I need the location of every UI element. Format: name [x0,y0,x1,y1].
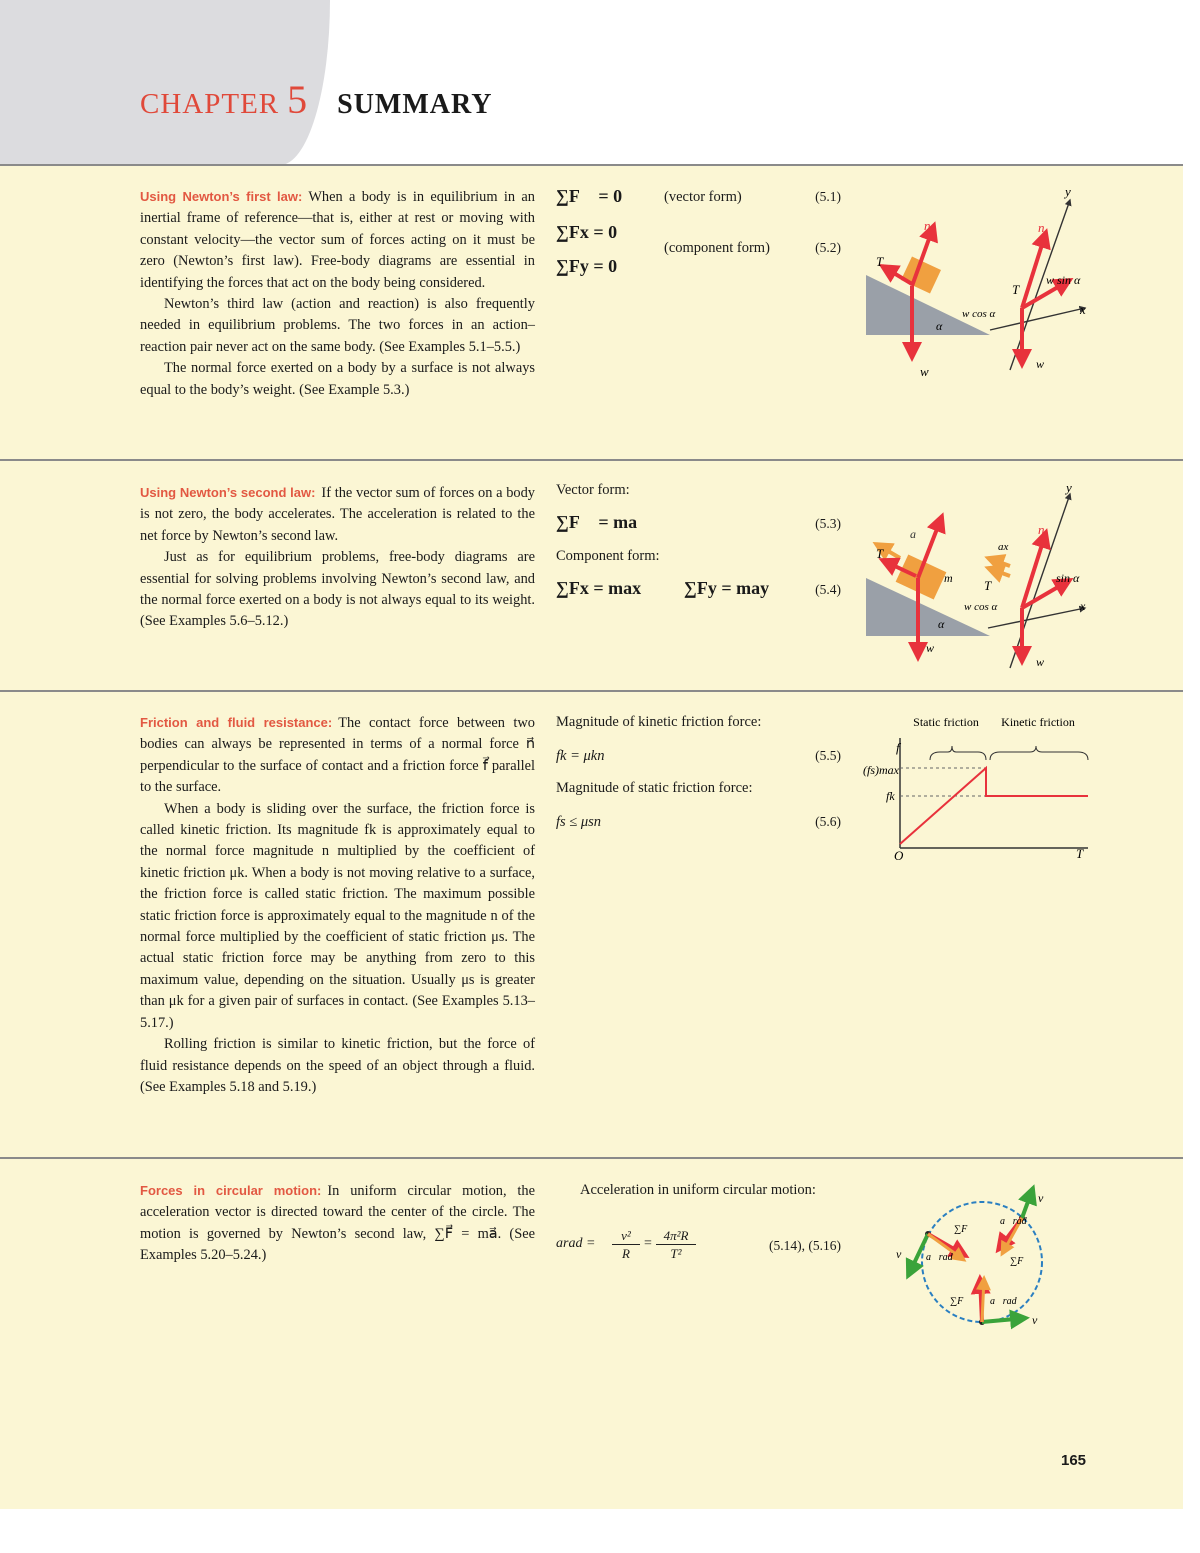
equation-vector: ∑F⃗ = 0 [556,186,623,206]
svg-text:α: α [936,319,943,333]
equation-number: (5.3) [815,516,841,531]
equation-number: (5.1) [815,189,841,204]
circular-motion-equations [556,1182,841,1282]
svg-text:w: w [926,641,935,655]
svg-text:Static friction: Static friction [913,715,979,729]
svg-text:(fs)max: (fs)max [863,763,899,777]
svg-text:v⃗: v⃗ [1038,1191,1053,1205]
equation-number: (5.14), (5.16) [769,1238,841,1253]
friction-graph [860,708,1100,868]
paragraph: Using Newton’s first law: When a body is in equilibrium in an inertial frame of reference—that is, either at rest or moving with constant velocity—the vector sum of forces acting on it must be zero (Newton’s first law). Free-body diagrams are essential in identifying the forces that act on the body being considered. [140,189,535,291]
equation-number: (5.6) [815,814,841,829]
acceleration-label: Acceleration in uniform circular motion: [580,1182,816,1198]
svg-text:sin α: sin α [1056,571,1080,585]
chapter-word: CHAPTER [140,88,280,120]
svg-text:w sin α: w sin α [1046,273,1081,287]
equation-note: (component form) [664,240,770,256]
svg-text:ax: ax [998,541,1009,553]
svg-text:x: x [1080,599,1086,613]
equation-x: ∑Fx = max [556,578,642,598]
svg-text:w cos α: w cos α [964,601,998,613]
paragraph: Using Newton’s second law: If the vector sum of forces on a body is not zero, the body accelerates. The acceleration is related to the net force by Newton’s second law. [140,485,536,544]
component-form-label: Component form: [556,548,660,564]
svg-text:α: α [938,617,945,631]
svg-text:n: n [924,218,931,233]
svg-text:w cos α: w cos α [962,308,996,320]
kinetic-equation: fk = μkn [556,748,605,764]
fraction-numerator: v² [612,1228,640,1245]
first-law-equations [556,186,841,286]
equation-x: ∑Fx = 0 [556,222,618,242]
equilibrium-free-body-diagram [860,180,1100,385]
svg-text:a⃗rad: a⃗rad [1000,1216,1027,1227]
svg-text:w: w [1036,357,1045,371]
svg-text:m: m [944,571,953,585]
kinetic-label: Magnitude of kinetic friction force: [556,714,762,730]
summary-title: SUMMARY [337,89,493,120]
section-heading: Using Newton’s second law: [140,485,316,500]
svg-text:T: T [984,578,992,593]
section-heading: Using Newton’s first law: [140,189,303,204]
paragraph: The normal force exerted on a body by a surface is not always equal to the body’s weight. (See Example 5.3.) [140,360,535,398]
paragraph: Rolling friction is similar to kinetic friction, but the force of fluid resistance depends on the speed of an object through a fluid. (See Examples 5.18 and 5.19.) [140,1036,535,1095]
equation-note: (vector form) [664,189,742,205]
equation-y: ∑Fy = 0 [556,256,618,276]
paragraph: Just as for equilibrium problems, free-body diagrams are essential for solving problems involving Newton’s second law, and the normal force exerted on a body is not always equal to its weight. (See Examples 5.6–5.12.) [140,549,535,630]
page-number: 165 [1061,1452,1087,1469]
paragraph: Forces in circular motion: In uniform circular motion, the acceleration vector is directed toward the center of the circle. The motion is governed by Newton’s second law, ∑F⃗ = ma⃗. (See Examples 5.20–5.24.) [140,1183,535,1264]
svg-text:a: a [910,527,916,541]
svg-text:T: T [876,254,884,269]
equation-vector: ∑F⃗ = ma⃗ [556,512,652,532]
arad-lhs: arad = [556,1236,596,1251]
svg-text:T: T [876,546,884,561]
svg-text:v⃗: v⃗ [1032,1313,1047,1327]
svg-text:T: T [1012,282,1020,297]
equation-y: ∑Fy = may [684,578,770,598]
equals-sign: = [644,1236,652,1251]
svg-text:a⃗rad: a⃗rad [990,1296,1017,1307]
circular-motion-diagram [890,1182,1070,1332]
svg-text:x: x [1080,302,1086,317]
paragraph: When a body is sliding over the surface, the friction force is called kinetic friction. Its magnitude fk is approximately equal to the normal force magnitude n multiplied by the coefficient of kinetic friction μk. When a body is not moving relative to a surface, the friction force is called static friction. The maximum possible static friction force is approximately equal to the magnitude n of the normal force multiplied by the coefficient of static friction μs. The actual static friction force may be anything from zero to this maximum value, depending on the situation. Usually μs is greater than μk for a given pair of surfaces in contact. (See Examples 5.13–5.17.) [140,800,535,1031]
equation-number: (5.2) [815,240,841,255]
equation-number: (5.5) [815,748,841,763]
svg-text:∑F⃗: ∑F⃗ [950,1296,972,1307]
paragraph: Newton’s third law (action and reaction) is also frequently needed in equilibrium problems. The two forces in an action–reaction pair never act on the same body. (See Examples 5.1–5.5.) [140,296,535,355]
svg-text:∑F⃗: ∑F⃗ [1010,1256,1032,1267]
static-label: Magnitude of static friction force: [556,780,753,796]
svg-text:n: n [1038,220,1045,235]
svg-text:fk: fk [886,789,895,803]
svg-text:n: n [1038,522,1045,537]
equation-number: (5.4) [815,582,841,597]
second-law-text [140,482,535,633]
svg-text:f: f [896,740,900,755]
section-heading: Forces in circular motion: [140,1183,322,1198]
paragraph: Friction and fluid resistance: The contact force between two bodies can always be represented in terms of a normal force n⃗ perpendicular to the surface of contact and a friction force f⃗ parallel to the surface. [140,715,535,796]
static-equation: fs ≤ μsn [556,814,602,830]
svg-text:Kinetic friction: Kinetic friction [1001,715,1075,729]
section-heading: Friction and fluid resistance: [140,715,333,730]
chapter-number: 5 [287,77,308,122]
svg-text:v⃗: v⃗ [896,1247,911,1261]
second-law-equations [556,482,841,612]
friction-equations [556,714,841,844]
svg-text:w: w [920,364,929,379]
circular-motion-text [140,1180,535,1267]
vector-form-label: Vector form: [556,482,630,498]
fraction-denominator: T² [670,1246,682,1261]
page-title [140,76,492,123]
accelerating-free-body-diagram [860,478,1100,678]
svg-text:w: w [1036,655,1045,669]
svg-text:O: O [894,848,904,863]
fraction-numerator: 4π²R [656,1228,696,1245]
svg-text:a⃗rad: a⃗rad [926,1252,953,1263]
friction-text [140,712,535,1098]
svg-text:y: y [1065,184,1071,199]
svg-text:∑F⃗: ∑F⃗ [954,1224,976,1235]
svg-text:T: T [1076,846,1084,861]
fraction-denominator: R [622,1246,630,1261]
first-law-text [140,186,535,401]
svg-text:y: y [1066,480,1072,495]
